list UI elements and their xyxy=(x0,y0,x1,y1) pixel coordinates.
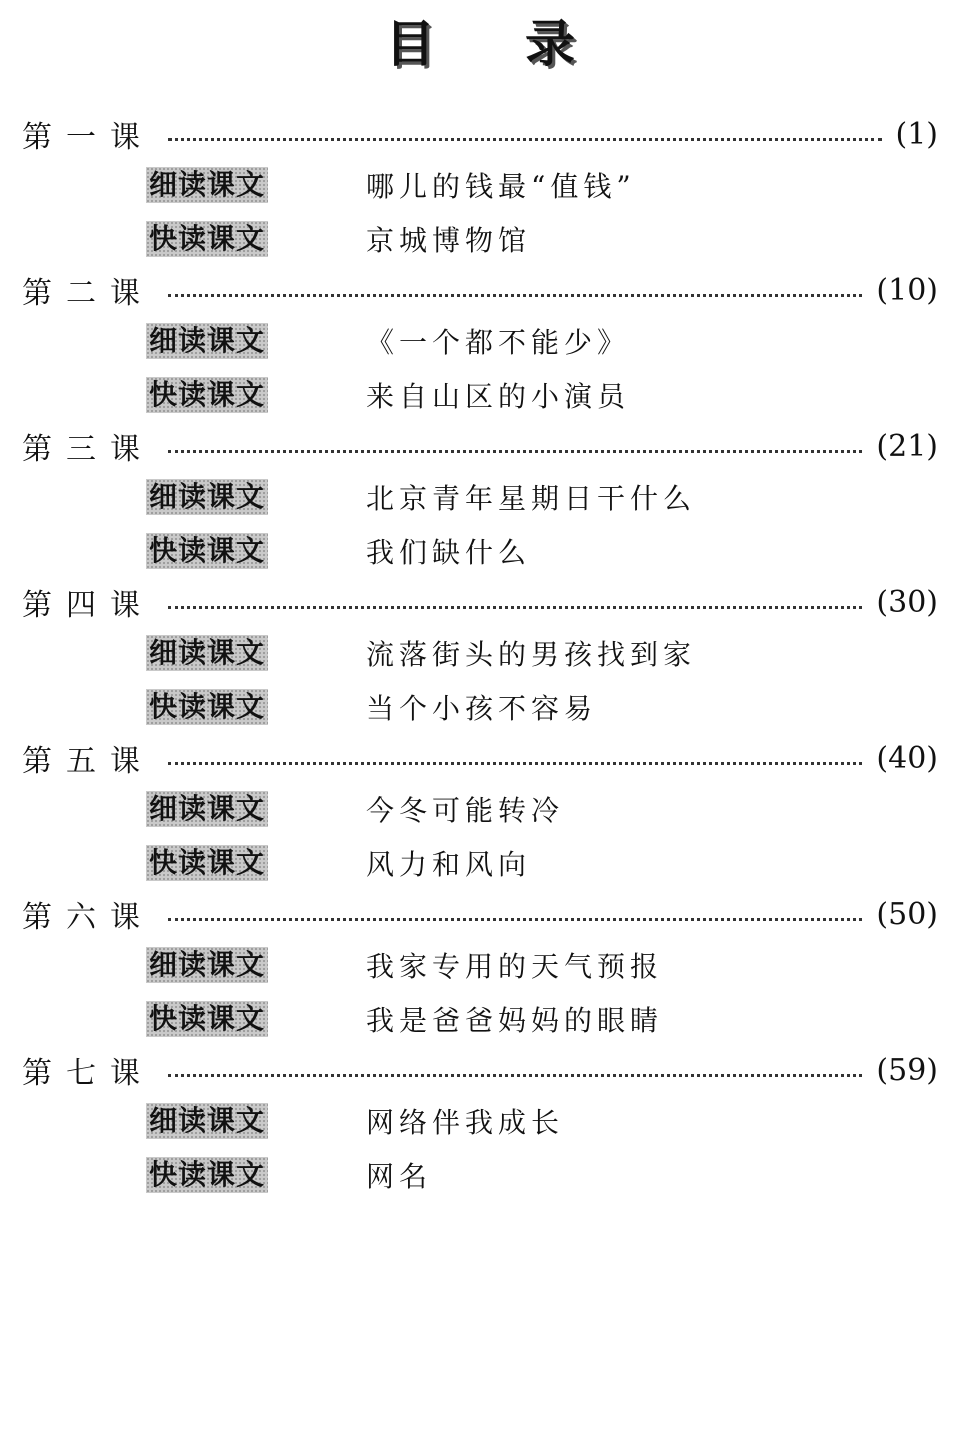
lesson-row[interactable] xyxy=(0,1049,960,1091)
close-reading-badge: 细读课文 xyxy=(146,947,268,983)
reading-title: 网名 xyxy=(366,1160,433,1193)
dot-leader xyxy=(168,450,862,453)
close-reading-badge: 细读课文 xyxy=(146,167,268,203)
lesson-name: 第五课 xyxy=(22,744,154,779)
reading-title: 来自山区的小演员 xyxy=(366,380,631,413)
lesson-row[interactable] xyxy=(0,269,960,311)
lesson-row[interactable] xyxy=(0,113,960,155)
reading-item[interactable] xyxy=(146,687,598,727)
reading-title: 网络伴我成长 xyxy=(366,1106,565,1139)
lesson-name: 第四课 xyxy=(22,588,154,623)
reading-item[interactable] xyxy=(146,531,532,571)
reading-item[interactable] xyxy=(146,843,532,883)
lesson-page-number: (1) xyxy=(895,116,938,152)
reading-item[interactable] xyxy=(146,1101,565,1141)
dot-leader xyxy=(168,918,862,921)
reading-item[interactable] xyxy=(146,633,697,673)
page-title xyxy=(0,14,960,74)
dot-leader xyxy=(168,1074,862,1077)
title-char-1: 目 xyxy=(385,15,435,73)
dot-leader xyxy=(168,294,862,297)
lesson-name: 第七课 xyxy=(22,1056,154,1091)
close-reading-badge: 细读课文 xyxy=(146,323,268,359)
lesson-name: 第一课 xyxy=(22,120,154,155)
lesson-row[interactable] xyxy=(0,893,960,935)
quick-reading-badge: 快读课文 xyxy=(146,845,268,881)
lesson-row[interactable] xyxy=(0,581,960,623)
reading-title: 风力和风向 xyxy=(366,848,532,881)
reading-title: 流落街头的男孩找到家 xyxy=(366,638,697,671)
reading-title: 我家专用的天气预报 xyxy=(366,950,664,983)
lesson-name: 第三课 xyxy=(22,432,154,467)
quick-reading-badge: 快读课文 xyxy=(146,1001,268,1037)
lesson-name: 第二课 xyxy=(22,276,154,311)
reading-item[interactable] xyxy=(146,321,631,361)
quick-reading-badge: 快读课文 xyxy=(146,1157,268,1193)
quick-reading-badge: 快读课文 xyxy=(146,689,268,725)
reading-item[interactable] xyxy=(146,999,664,1039)
reading-title: 北京青年星期日干什么 xyxy=(366,482,697,515)
reading-item[interactable] xyxy=(146,1155,433,1195)
dot-leader xyxy=(168,606,862,609)
reading-item[interactable] xyxy=(146,477,697,517)
reading-title: 京城博物馆 xyxy=(366,224,532,257)
reading-item[interactable] xyxy=(146,375,631,415)
lesson-page-number: (50) xyxy=(876,896,938,932)
close-reading-badge: 细读课文 xyxy=(146,479,268,515)
quick-reading-badge: 快读课文 xyxy=(146,533,268,569)
reading-title: 《一个都不能少》 xyxy=(366,326,631,359)
close-reading-badge: 细读课文 xyxy=(146,1103,268,1139)
lesson-page-number: (10) xyxy=(876,272,938,308)
quick-reading-badge: 快读课文 xyxy=(146,221,268,257)
lesson-row[interactable] xyxy=(0,737,960,779)
close-reading-badge: 细读课文 xyxy=(146,791,268,827)
reading-title: 今冬可能转冷 xyxy=(366,794,565,827)
reading-item[interactable] xyxy=(146,165,636,205)
reading-item[interactable] xyxy=(146,219,532,259)
reading-title: 哪儿的钱最“值钱” xyxy=(366,170,636,203)
reading-item[interactable] xyxy=(146,789,565,829)
reading-title: 当个小孩不容易 xyxy=(366,692,598,725)
lesson-page-number: (59) xyxy=(876,1052,938,1088)
lesson-row[interactable] xyxy=(0,425,960,467)
reading-title: 我们缺什么 xyxy=(366,536,532,569)
lesson-page-number: (30) xyxy=(876,584,938,620)
lesson-page-number: (21) xyxy=(876,428,938,464)
dot-leader xyxy=(168,762,862,765)
reading-item[interactable] xyxy=(146,945,664,985)
lesson-page-number: (40) xyxy=(876,740,938,776)
reading-title: 我是爸爸妈妈的眼睛 xyxy=(366,1004,664,1037)
close-reading-badge: 细读课文 xyxy=(146,635,268,671)
lesson-name: 第六课 xyxy=(22,900,154,935)
quick-reading-badge: 快读课文 xyxy=(146,377,268,413)
dot-leader xyxy=(168,138,882,141)
title-char-2: 录 xyxy=(525,15,575,73)
